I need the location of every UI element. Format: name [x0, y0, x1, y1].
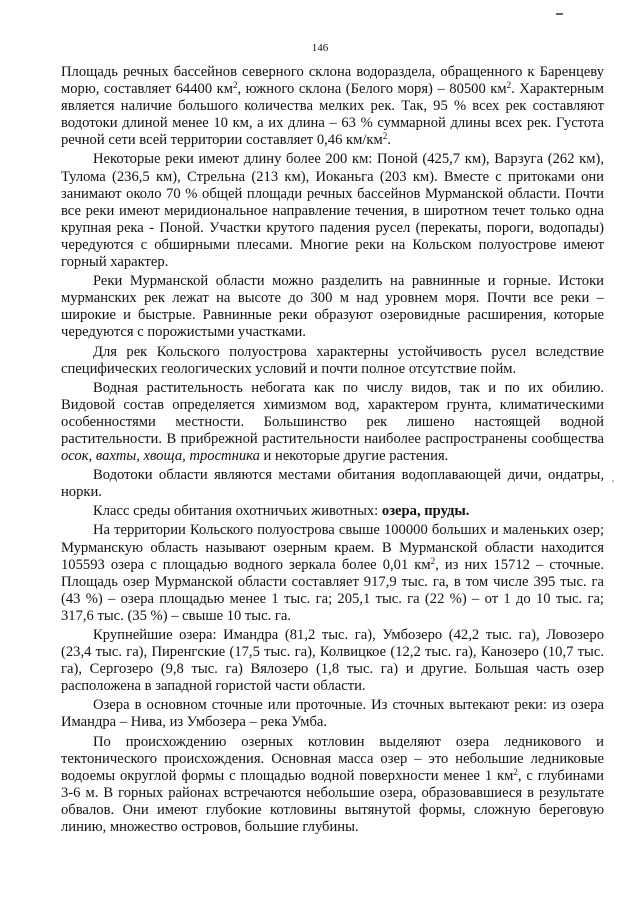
paragraph-channel-stability: Для рек Кольского полуострова характерны устойчивость русел вследствие специфических геологических условий и почти полное отсутствие пойм.: [61, 343, 604, 377]
page-number: 146: [311, 42, 329, 54]
paragraph-lakes-count: На территории Кольского полуострова свыше 100000 больших и маленьких озер; Мурманскую область называют озерным краем. В Мурманской области находится 105593 озера с площадью водного зеркала более 0,01 $км^2$, из них 15712 – сточные. Площадь озер Мурманской области составляет 917,9 тыс. га, в том числе 395 тыс. га (43 %) – озера площадью менее 1 тыс. га; 205,1 тыс. га (22 %) – от 1 до 10 тыс. га; 317,6 тыс. (35 %) – свыше 10 тыс. га.: [61, 522, 605, 624]
scan-mark: ʹ: [612, 479, 615, 490]
body-text: [61, 64, 604, 838]
paragraph-lake-origin: По происхождению озерных котловин выделяют озера ледникового и тектонического происхождения. Основная масса озер – это небольшие ледниковые водоемы округлой формы с площадью водной поверхности менее 1 $км^2$, с глубинами 3-6 м. В горных районах встречаются небольшие озера, образовавшиеся в результате обвалов. Они имеют глубокие котловины вытянутой формы, сложную береговую линию, множество островов, большие глубины.: [61, 733, 604, 836]
paragraph-outflow-lakes: Озера в основном сточные или проточные. Из сточных вытекают реки: из озера Имандра – Нива, из Умбозера – река Умба.: [61, 697, 604, 731]
paragraph-waterfowl: Водотоки области являются местами обитания водоплавающей дичи, ондатры, норки.: [61, 467, 604, 501]
paragraph-river-types: Реки Мурманской области можно разделить на равнинные и горные. Истоки мурманских рек лежат на высоте до 300 м над уровнем моря. Почти все реки – широкие и быстрые. Равнинные реки образуют озеровидные расширения, которые чередуются с порожистыми участками.: [61, 273, 604, 341]
scan-speck: [556, 13, 563, 15]
paragraph-vegetation: Водная растительность небогата как по числу видов, так и по их обилию. Видовой состав определяется химизмом вод, характером грунта, климатическими особенностями местности. Большинство рек лишено настоящей водной растительности. В прибрежной растительности наиболее распространены сообщества осок, вахты, хвоща, тростника и некоторые другие растения.: [61, 379, 604, 465]
paragraph-habitat-class: Класс среды обитания охотничьих животных: озера, пруды.: [93, 503, 470, 520]
paragraph-long-rivers: Некоторые реки имеют длину более 200 км: Поной (425,7 км), Варзуга (262 км), Тулома (236,5 км), Стрельна (213 км), Иоканьга (203 км). Вместе с притоками они занимают около 70 % общей площади речных бассейнов Мурманской области. Почти все реки имеют меридиональное направление течения, в широтном течет только одна крупная река - Поной. Участки крутого падения русел (перекаты, пороги, водопады) чередуются с обширными плесами. Многие реки на Кольском полуострове имеют горный характер.: [61, 151, 604, 271]
paragraph-largest-lakes: Крупнейшие озера: Имандра (81,2 тыс. га), Умбозеро (42,2 тыс. га), Ловозеро (23,4 тыс. га), Пиренгские (17,5 тыс. га), Колвицкое (12,2 тыс. га), Канозеро (10,7 тыс. га), Сергозеро (9,8 тыс. га) Вялозеро (1,8 тыс. га) и другие. Большая часть озер расположена в западной гористой части области.: [61, 627, 604, 695]
paragraph-river-basins: Площадь речных бассейнов северного склона водораздела, обращенного к Баренцеву морю, составляет 64400 $км^2$, южного склона (Белого моря) – 80500 $км^2$. Характерным является наличие большого количества мелких рек. Так, 95 % всех рек составляют водотоки длиной менее 10 км, а их длина – 63 % суммарной длины всех рек. Густота речной сети всей территории составляет 0,46 $км/км^2$.: [61, 64, 604, 149]
